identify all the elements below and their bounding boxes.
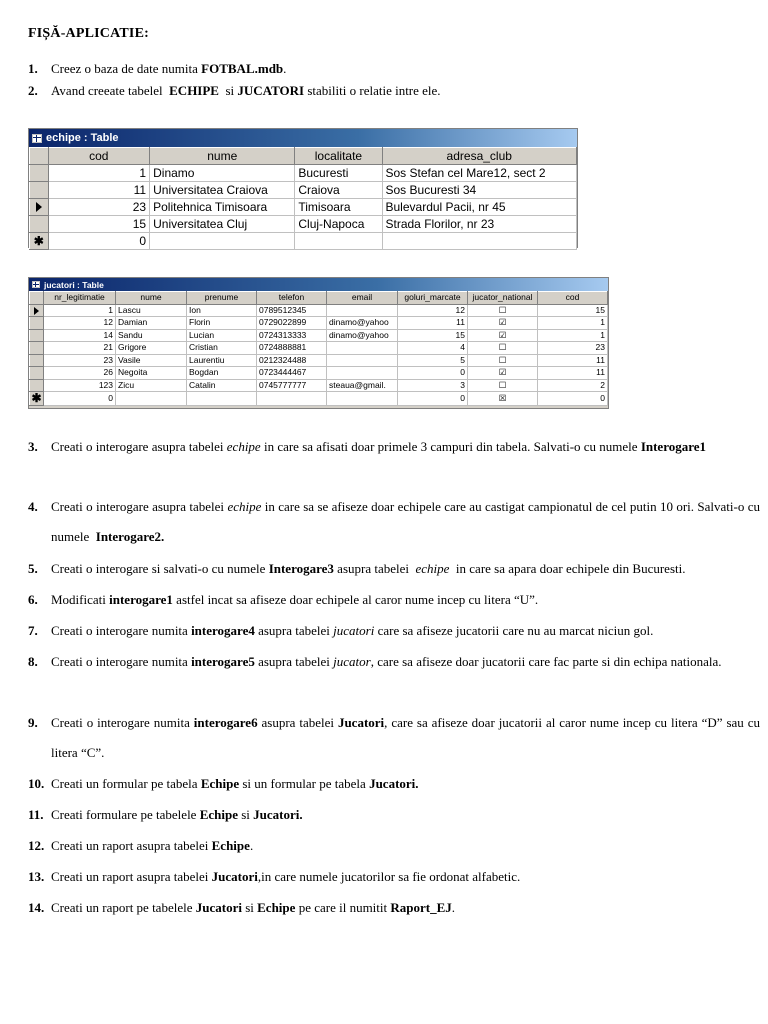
item-italic: jucatori bbox=[333, 623, 375, 638]
column-header[interactable]: goluri_marcate bbox=[398, 292, 468, 305]
table-cell[interactable]: Sos Stefan cel Mare12, sect 2 bbox=[382, 165, 577, 182]
item-bold: Echipe bbox=[200, 776, 240, 791]
table-row bbox=[30, 304, 608, 317]
item-text: Creati formulare pe tabelele bbox=[51, 807, 200, 822]
table-cell[interactable]: 0 bbox=[398, 367, 468, 380]
table-cell[interactable]: 0 bbox=[398, 392, 468, 406]
task-item-9 bbox=[28, 708, 760, 768]
table-cell[interactable]: dinamo@yahoo bbox=[327, 329, 398, 342]
column-header[interactable]: jucator_national bbox=[468, 292, 538, 305]
table-cell[interactable]: 0789512345 bbox=[257, 304, 327, 317]
table-cell[interactable]: Politehnica Timisoara bbox=[150, 199, 295, 216]
jucator-national-checkbox[interactable]: ☐ bbox=[468, 342, 538, 355]
record-selector[interactable] bbox=[30, 367, 44, 380]
jucatori-datasheet bbox=[29, 291, 608, 406]
jucator-national-checkbox[interactable]: ☐ bbox=[468, 354, 538, 367]
item-text: asupra tabelei bbox=[254, 623, 334, 638]
column-header[interactable]: localitate bbox=[295, 148, 382, 165]
table-cell[interactable]: 1 bbox=[44, 304, 116, 317]
item-bold: Jucatori bbox=[211, 869, 258, 884]
item-bold: interogare1 bbox=[109, 592, 173, 607]
table-cell[interactable] bbox=[327, 342, 398, 355]
task-item-5 bbox=[28, 554, 760, 584]
table-row bbox=[30, 182, 577, 199]
task-item-6 bbox=[28, 585, 760, 615]
table-cell[interactable]: steaua@gmail. bbox=[327, 379, 398, 392]
item-bold: Jucatori. bbox=[369, 776, 419, 791]
table-cell[interactable]: Dinamo bbox=[150, 165, 295, 182]
item-number: 4. bbox=[28, 499, 38, 514]
table-cell[interactable]: 11 bbox=[398, 317, 468, 330]
item-italic: echipe bbox=[226, 439, 261, 454]
table-cell[interactable]: 12 bbox=[398, 304, 468, 317]
item-text: , care sa afiseze doar jucatorii care fac parte si din echipa nationala. bbox=[370, 654, 722, 669]
table-cell[interactable]: Sos Bucuresti 34 bbox=[382, 182, 577, 199]
table-row bbox=[30, 165, 577, 182]
record-selector-new[interactable] bbox=[30, 233, 49, 250]
table-cell[interactable]: Timisoara bbox=[295, 199, 382, 216]
item-bold: interogare4 bbox=[191, 623, 255, 638]
table-cell[interactable]: Laurentiu bbox=[187, 354, 257, 367]
item-text: Creati o interogare asupra tabelei bbox=[51, 439, 227, 454]
item-text: Creati un raport pe tabelele bbox=[51, 900, 196, 915]
table-row bbox=[30, 342, 608, 355]
table-cell[interactable]: 12 bbox=[44, 317, 116, 330]
table-cell[interactable]: 0 bbox=[44, 392, 116, 406]
item-text: Modificati bbox=[51, 592, 110, 607]
echipe-table-title: echipe : Table bbox=[46, 132, 119, 144]
table-cell[interactable]: 5 bbox=[398, 354, 468, 367]
table-cell[interactable] bbox=[257, 392, 327, 406]
item-text: Creati o interogare si salvati-o cu numele bbox=[51, 561, 269, 576]
column-header[interactable]: adresa_club bbox=[382, 148, 577, 165]
item-number: 13. bbox=[28, 869, 45, 884]
echipe-table-titlebar[interactable] bbox=[29, 129, 577, 147]
table-icon bbox=[32, 134, 42, 143]
item-text: si bbox=[222, 83, 238, 98]
item-bold: Raport_EJ bbox=[390, 900, 452, 915]
table-cell[interactable] bbox=[295, 233, 382, 250]
select-all-corner[interactable] bbox=[30, 292, 44, 305]
record-selector[interactable] bbox=[30, 182, 49, 199]
table-cell[interactable]: Lucian bbox=[187, 329, 257, 342]
record-selector[interactable] bbox=[30, 165, 49, 182]
table-row bbox=[30, 317, 608, 330]
jucator-national-checkbox[interactable]: ☑ bbox=[468, 329, 538, 342]
task-item-7 bbox=[28, 616, 760, 646]
item-bold: interogare6 bbox=[193, 715, 258, 730]
task-item-13 bbox=[28, 862, 760, 892]
jucatori-table-window bbox=[28, 277, 609, 409]
column-header[interactable]: nume bbox=[116, 292, 187, 305]
table-cell[interactable]: 0 bbox=[48, 233, 150, 250]
table-cell[interactable]: 1 bbox=[538, 317, 608, 330]
item-number: 6. bbox=[28, 592, 38, 607]
table-cell[interactable] bbox=[327, 367, 398, 380]
item-bold: Jucatori. bbox=[253, 807, 303, 822]
item-text: stabiliti o relatie intre ele. bbox=[304, 83, 441, 98]
table-cell[interactable]: Cluj-Napoca bbox=[295, 216, 382, 233]
table-cell[interactable]: Universitatea Cluj bbox=[150, 216, 295, 233]
column-header[interactable]: nr_legitimatie bbox=[44, 292, 116, 305]
item-text: care sa afiseze jucatorii care nu au marcat niciun gol. bbox=[374, 623, 654, 638]
item-text: Creati un formular pe tabela bbox=[51, 776, 201, 791]
item-bold: Jucatori bbox=[337, 715, 385, 730]
table-cell[interactable]: Bulevardul Pacii, nr 45 bbox=[382, 199, 577, 216]
item-number: 1. bbox=[28, 61, 38, 76]
item-number: 2. bbox=[28, 83, 38, 98]
item-bold: Echipe bbox=[199, 807, 238, 822]
table-cell[interactable]: Craiova bbox=[295, 182, 382, 199]
table-cell[interactable]: 15 bbox=[538, 304, 608, 317]
table-cell[interactable]: Florin bbox=[187, 317, 257, 330]
task-item-12 bbox=[28, 831, 760, 861]
item-bold: Interogare3 bbox=[268, 561, 334, 576]
task-item-3 bbox=[28, 432, 760, 462]
jucator-national-checkbox[interactable]: ☒ bbox=[468, 392, 538, 406]
echipe-table-window bbox=[28, 128, 578, 248]
table-cell[interactable] bbox=[187, 392, 257, 406]
table-cell[interactable]: 11 bbox=[538, 354, 608, 367]
table-icon bbox=[32, 281, 40, 288]
table-cell[interactable]: Damian bbox=[116, 317, 187, 330]
item-text: Creati un raport asupra tabelei bbox=[51, 838, 212, 853]
record-selector[interactable] bbox=[30, 342, 44, 355]
table-cell[interactable]: Catalin bbox=[187, 379, 257, 392]
table-cell[interactable]: 26 bbox=[44, 367, 116, 380]
column-header[interactable]: nume bbox=[150, 148, 295, 165]
item-bold: FOTBAL.mdb bbox=[201, 61, 284, 76]
table-cell[interactable]: Grigore bbox=[116, 342, 187, 355]
table-cell[interactable]: Bogdan bbox=[187, 367, 257, 380]
table-cell[interactable] bbox=[327, 392, 398, 406]
item-text: in care sa apara doar echipele din Bucuresti. bbox=[452, 561, 686, 576]
item-text: pe care il numitit bbox=[295, 900, 391, 915]
item-text: , care sa afiseze doar jucatorii al caror nume incep cu litera “D” sau cu litera “C”. bbox=[51, 715, 760, 760]
jucator-national-checkbox[interactable]: ☑ bbox=[468, 367, 538, 380]
table-cell[interactable] bbox=[150, 233, 295, 250]
record-selector[interactable] bbox=[30, 354, 44, 367]
item-text: in care sa afisati doar primele 3 campuri din tabela. Salvati-o cu numele bbox=[260, 439, 641, 454]
table-cell[interactable]: 0724888881 bbox=[257, 342, 327, 355]
table-cell[interactable]: Strada Florilor, nr 23 bbox=[382, 216, 577, 233]
item-bold: Echipe bbox=[257, 900, 296, 915]
table-cell[interactable]: 4 bbox=[398, 342, 468, 355]
item-number: 8. bbox=[28, 654, 38, 669]
item-text: asupra tabelei bbox=[333, 561, 413, 576]
table-cell[interactable]: Vasile bbox=[116, 354, 187, 367]
table-cell[interactable] bbox=[382, 233, 577, 250]
item-bold: ECHIPE bbox=[169, 83, 219, 98]
task-item-8 bbox=[28, 647, 760, 677]
table-cell[interactable]: 23 bbox=[538, 342, 608, 355]
table-cell[interactable]: Ion bbox=[187, 304, 257, 317]
record-selector-current[interactable] bbox=[30, 199, 49, 216]
item-text: si bbox=[238, 807, 254, 822]
item-italic: echipe bbox=[227, 499, 262, 514]
new-record-row bbox=[30, 233, 577, 250]
item-number: 3. bbox=[28, 439, 38, 454]
table-cell[interactable]: 0723444467 bbox=[257, 367, 327, 380]
item-text: Creati o interogare numita bbox=[51, 715, 194, 730]
table-row bbox=[30, 216, 577, 233]
jucatori-table-titlebar[interactable] bbox=[29, 278, 608, 291]
table-cell[interactable]: 0729022899 bbox=[257, 317, 327, 330]
new-record-icon: ✱ bbox=[33, 233, 44, 248]
table-cell[interactable]: Bucuresti bbox=[295, 165, 382, 182]
jucator-national-checkbox[interactable]: ☐ bbox=[468, 304, 538, 317]
item-bold: Echipe bbox=[211, 838, 250, 853]
item-bold: interogare5 bbox=[191, 654, 255, 669]
table-cell[interactable] bbox=[327, 354, 398, 367]
item-text: asupra tabelei bbox=[257, 715, 338, 730]
table-cell[interactable]: 2 bbox=[538, 379, 608, 392]
record-selector-current[interactable] bbox=[30, 304, 44, 317]
column-header[interactable]: cod bbox=[538, 292, 608, 305]
table-cell[interactable]: Sandu bbox=[116, 329, 187, 342]
item-text: asupra tabelei bbox=[254, 654, 334, 669]
column-header[interactable]: email bbox=[327, 292, 398, 305]
item-bold: Interogare2. bbox=[95, 529, 165, 544]
item-text: Creez o baza de date numita bbox=[51, 61, 202, 76]
new-record-row bbox=[30, 392, 608, 406]
table-cell[interactable]: 14 bbox=[44, 329, 116, 342]
echipe-datasheet bbox=[29, 147, 577, 250]
table-cell[interactable]: Lascu bbox=[116, 304, 187, 317]
table-cell[interactable]: Zicu bbox=[116, 379, 187, 392]
jucator-national-checkbox[interactable]: ☑ bbox=[468, 317, 538, 330]
table-cell[interactable]: 23 bbox=[44, 354, 116, 367]
record-selector[interactable] bbox=[30, 329, 44, 342]
item-text: in care sa se afiseze doar echipele care au castigat campionatul de cel putin 10 ori. Salvati-o cu numele bbox=[51, 499, 760, 544]
table-cell[interactable]: Universitatea Craiova bbox=[150, 182, 295, 199]
item-number: 12. bbox=[28, 838, 45, 853]
item-italic: echipe bbox=[415, 561, 450, 576]
item-number: 14. bbox=[28, 900, 45, 915]
item-number: 9. bbox=[28, 715, 38, 730]
task-item-10 bbox=[28, 769, 760, 799]
table-cell[interactable]: 123 bbox=[44, 379, 116, 392]
task-item-11 bbox=[28, 800, 760, 830]
item-italic: jucator bbox=[333, 654, 371, 669]
table-cell[interactable]: Negoita bbox=[116, 367, 187, 380]
table-cell[interactable]: 0745777777 bbox=[257, 379, 327, 392]
item-bold: JUCATORI bbox=[237, 83, 305, 98]
table-cell[interactable]: 1 bbox=[538, 329, 608, 342]
item-text: Creati o interogare numita bbox=[51, 654, 192, 669]
table-cell[interactable]: Cristian bbox=[187, 342, 257, 355]
table-cell[interactable]: 0724313333 bbox=[257, 329, 327, 342]
item-text: . bbox=[249, 838, 254, 853]
table-cell[interactable]: 0212324488 bbox=[257, 354, 327, 367]
column-header[interactable]: prenume bbox=[187, 292, 257, 305]
table-cell[interactable]: 11 bbox=[48, 182, 150, 199]
item-number: 7. bbox=[28, 623, 38, 638]
current-record-icon bbox=[34, 307, 39, 315]
jucator-national-checkbox[interactable]: ☐ bbox=[468, 379, 538, 392]
item-number: 10. bbox=[28, 776, 45, 791]
task-item-14 bbox=[28, 893, 760, 923]
select-all-corner[interactable] bbox=[30, 148, 49, 165]
column-header[interactable]: telefon bbox=[257, 292, 327, 305]
table-row bbox=[30, 199, 577, 216]
table-cell[interactable]: 11 bbox=[538, 367, 608, 380]
task-item-2 bbox=[28, 76, 760, 106]
item-number: 11. bbox=[28, 807, 44, 822]
new-record-icon: ✱ bbox=[31, 391, 42, 405]
table-cell[interactable]: 21 bbox=[44, 342, 116, 355]
current-record-icon bbox=[36, 202, 42, 212]
table-row bbox=[30, 329, 608, 342]
item-text: . bbox=[451, 900, 456, 915]
item-text: . bbox=[283, 61, 287, 76]
column-header[interactable]: cod bbox=[48, 148, 150, 165]
table-row bbox=[30, 379, 608, 392]
table-cell[interactable]: 23 bbox=[48, 199, 150, 216]
item-text: Creati o interogare asupra tabelei bbox=[51, 499, 228, 514]
table-cell[interactable]: 15 bbox=[48, 216, 150, 233]
item-bold: Jucatori bbox=[195, 900, 242, 915]
record-selector[interactable] bbox=[30, 317, 44, 330]
table-cell[interactable]: 0 bbox=[538, 392, 608, 406]
document-title: FIȘĂ-APLICATIE: bbox=[28, 26, 149, 41]
item-bold: Interogare1 bbox=[640, 439, 707, 454]
item-text: Avand creeate tabelel bbox=[51, 83, 166, 98]
item-text: si bbox=[241, 900, 258, 915]
task-item-4 bbox=[28, 492, 760, 552]
table-cell[interactable] bbox=[327, 304, 398, 317]
item-text: si un formular pe tabela bbox=[239, 776, 370, 791]
item-text: ,in care numele jucatorilor sa fie ordonat alfabetic. bbox=[257, 869, 521, 884]
record-selector-new[interactable] bbox=[30, 392, 44, 406]
table-cell[interactable]: 1 bbox=[48, 165, 150, 182]
item-text: Creati o interogare numita bbox=[51, 623, 192, 638]
table-cell[interactable]: 15 bbox=[398, 329, 468, 342]
table-row bbox=[30, 354, 608, 367]
jucatori-table-title: jucatori : Table bbox=[44, 279, 104, 290]
item-text: Creati un raport asupra tabelei bbox=[51, 869, 212, 884]
record-selector[interactable] bbox=[30, 216, 49, 233]
item-number: 5. bbox=[28, 561, 38, 576]
table-cell[interactable]: 3 bbox=[398, 379, 468, 392]
table-row bbox=[30, 367, 608, 380]
item-text: astfel incat sa afiseze doar echipele al caror nume incep cu litera “U”. bbox=[172, 592, 539, 607]
table-cell[interactable]: dinamo@yahoo bbox=[327, 317, 398, 330]
record-selector[interactable] bbox=[30, 379, 44, 392]
table-cell[interactable] bbox=[116, 392, 187, 406]
